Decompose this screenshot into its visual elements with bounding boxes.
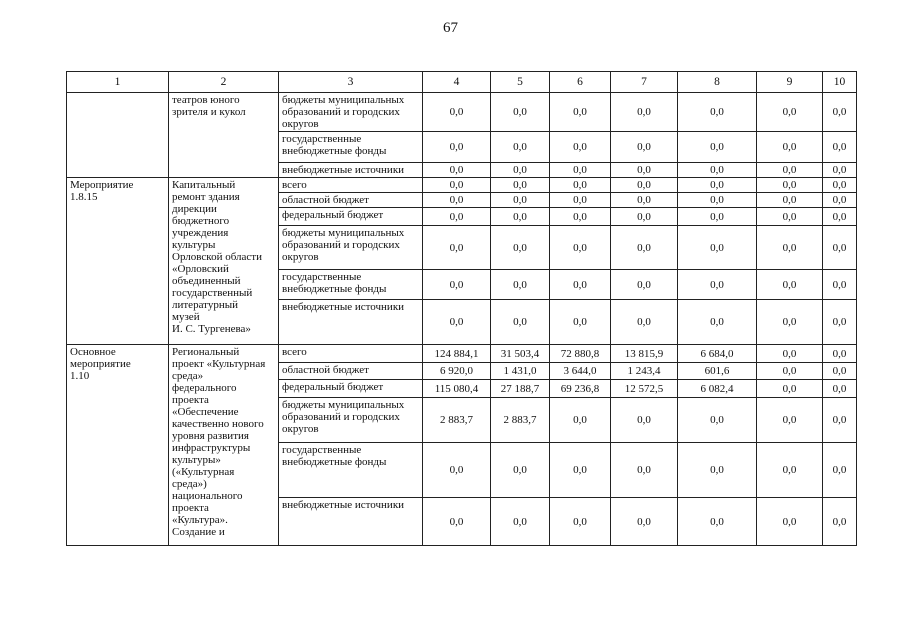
value-cell: 0,0: [423, 498, 491, 546]
value-cell: 0,0: [550, 398, 611, 443]
value-cell: 0,0: [550, 498, 611, 546]
table-row: [67, 345, 857, 363]
value-cell: 0,0: [823, 363, 857, 380]
funding-source-cell: областной бюджет: [279, 193, 423, 208]
value-cell: 0,0: [823, 163, 857, 178]
value-cell: 0,0: [491, 300, 550, 345]
value-cell: 0,0: [491, 93, 550, 132]
value-cell: 0,0: [491, 226, 550, 270]
value-cell: 0,0: [757, 443, 823, 498]
value-cell: 0,0: [757, 300, 823, 345]
measure-name-cell: Капитальный ремонт здания дирекции бюджетного учреждения культуры Орловской области «Орловский объединенный государственный литературный музей И. С. Тургенева»: [169, 178, 279, 345]
value-cell: 0,0: [823, 132, 857, 163]
value-cell: 0,0: [678, 163, 757, 178]
value-cell: 0,0: [678, 300, 757, 345]
value-cell: 6 920,0: [423, 363, 491, 380]
value-cell: 0,0: [611, 178, 678, 193]
value-cell: 0,0: [423, 178, 491, 193]
value-cell: 72 880,8: [550, 345, 611, 363]
funding-source-cell: бюджеты муниципальных образований и городских округов: [279, 398, 423, 443]
header-cell: 7: [611, 72, 678, 93]
value-cell: 0,0: [423, 300, 491, 345]
value-cell: 124 884,1: [423, 345, 491, 363]
value-cell: 0,0: [550, 193, 611, 208]
value-cell: 0,0: [611, 93, 678, 132]
value-cell: 0,0: [757, 226, 823, 270]
value-cell: 0,0: [491, 270, 550, 300]
value-cell: 0,0: [550, 93, 611, 132]
value-cell: 0,0: [757, 193, 823, 208]
value-cell: 0,0: [678, 498, 757, 546]
value-cell: 0,0: [491, 208, 550, 226]
value-cell: 0,0: [757, 398, 823, 443]
value-cell: 0,0: [757, 498, 823, 546]
value-cell: 0,0: [823, 178, 857, 193]
value-cell: 0,0: [491, 498, 550, 546]
measure-code-cell: Мероприятие 1.8.15: [67, 178, 169, 345]
funding-source-cell: государственные внебюджетные фонды: [279, 270, 423, 300]
value-cell: 0,0: [423, 208, 491, 226]
header-cell: 4: [423, 72, 491, 93]
funding-source-cell: государственные внебюджетные фонды: [279, 443, 423, 498]
value-cell: 12 572,5: [611, 380, 678, 398]
value-cell: 0,0: [423, 193, 491, 208]
budget-table: [66, 71, 857, 546]
value-cell: 0,0: [757, 93, 823, 132]
value-cell: 0,0: [491, 132, 550, 163]
header-row: [67, 72, 857, 93]
funding-source-cell: федеральный бюджет: [279, 208, 423, 226]
value-cell: 0,0: [678, 443, 757, 498]
value-cell: 13 815,9: [611, 345, 678, 363]
value-cell: 0,0: [823, 345, 857, 363]
value-cell: 27 188,7: [491, 380, 550, 398]
value-cell: 0,0: [823, 398, 857, 443]
value-cell: 0,0: [678, 226, 757, 270]
value-cell: 0,0: [550, 132, 611, 163]
value-cell: 0,0: [550, 208, 611, 226]
value-cell: 0,0: [491, 163, 550, 178]
header-cell: 5: [491, 72, 550, 93]
funding-source-cell: областной бюджет: [279, 363, 423, 380]
table-row: [67, 178, 857, 193]
value-cell: 0,0: [823, 193, 857, 208]
value-cell: 0,0: [423, 132, 491, 163]
funding-source-cell: всего: [279, 178, 423, 193]
value-cell: 0,0: [757, 270, 823, 300]
value-cell: 31 503,4: [491, 345, 550, 363]
value-cell: 0,0: [678, 208, 757, 226]
value-cell: 2 883,7: [491, 398, 550, 443]
header-cell: 6: [550, 72, 611, 93]
page-number: 67: [443, 20, 458, 36]
value-cell: 69 236,8: [550, 380, 611, 398]
value-cell: 0,0: [823, 270, 857, 300]
value-cell: 0,0: [611, 443, 678, 498]
value-cell: 0,0: [678, 132, 757, 163]
value-cell: 0,0: [550, 226, 611, 270]
header-cell: 9: [757, 72, 823, 93]
funding-source-cell: государственные внебюджетные фонды: [279, 132, 423, 163]
header-cell: 3: [279, 72, 423, 93]
funding-source-cell: всего: [279, 345, 423, 363]
value-cell: 3 644,0: [550, 363, 611, 380]
value-cell: 0,0: [423, 270, 491, 300]
measure-name-cell: театров юного зрителя и кукол: [169, 93, 279, 178]
measure-code-cell: [67, 93, 169, 178]
measure-name-cell: Региональный проект «Культурная среда» федерального проекта «Обеспечение качественно нового уровня развития инфраструктуры культуры» («Культурная среда») национального проекта «Культура». Создание и: [169, 345, 279, 546]
value-cell: 0,0: [611, 498, 678, 546]
value-cell: 1 243,4: [611, 363, 678, 380]
value-cell: 0,0: [550, 270, 611, 300]
value-cell: 0,0: [757, 345, 823, 363]
value-cell: 0,0: [550, 443, 611, 498]
value-cell: 0,0: [611, 193, 678, 208]
value-cell: 0,0: [823, 208, 857, 226]
value-cell: 0,0: [757, 132, 823, 163]
funding-source-cell: бюджеты муниципальных образований и городских округов: [279, 226, 423, 270]
value-cell: 0,0: [823, 226, 857, 270]
value-cell: 0,0: [823, 498, 857, 546]
table-row: [67, 93, 857, 132]
value-cell: 0,0: [757, 380, 823, 398]
value-cell: 0,0: [550, 300, 611, 345]
value-cell: 0,0: [423, 163, 491, 178]
value-cell: 0,0: [611, 270, 678, 300]
funding-source-cell: бюджеты муниципальных образований и городских округов: [279, 93, 423, 132]
value-cell: 0,0: [678, 270, 757, 300]
value-cell: 6 082,4: [678, 380, 757, 398]
value-cell: 601,6: [678, 363, 757, 380]
value-cell: 0,0: [757, 178, 823, 193]
header-cell: 8: [678, 72, 757, 93]
value-cell: 0,0: [611, 300, 678, 345]
value-cell: 0,0: [678, 178, 757, 193]
value-cell: 0,0: [611, 226, 678, 270]
value-cell: 0,0: [423, 93, 491, 132]
value-cell: 0,0: [757, 163, 823, 178]
value-cell: 0,0: [491, 443, 550, 498]
value-cell: 0,0: [491, 178, 550, 193]
value-cell: 0,0: [423, 226, 491, 270]
value-cell: 0,0: [678, 93, 757, 132]
value-cell: 115 080,4: [423, 380, 491, 398]
value-cell: 0,0: [757, 363, 823, 380]
value-cell: 0,0: [678, 193, 757, 208]
value-cell: 0,0: [757, 208, 823, 226]
value-cell: 0,0: [611, 208, 678, 226]
value-cell: 0,0: [678, 398, 757, 443]
header-cell: 2: [169, 72, 279, 93]
value-cell: 0,0: [423, 443, 491, 498]
value-cell: 0,0: [491, 193, 550, 208]
value-cell: 0,0: [823, 300, 857, 345]
funding-source-cell: внебюджетные источники: [279, 163, 423, 178]
funding-source-cell: внебюджетные источники: [279, 498, 423, 546]
table-body: [67, 93, 857, 546]
funding-source-cell: внебюджетные источники: [279, 300, 423, 345]
value-cell: 0,0: [611, 163, 678, 178]
value-cell: 0,0: [823, 380, 857, 398]
value-cell: 0,0: [823, 93, 857, 132]
funding-source-cell: федеральный бюджет: [279, 380, 423, 398]
value-cell: 2 883,7: [423, 398, 491, 443]
header-cell: 1: [67, 72, 169, 93]
header-cell: 10: [823, 72, 857, 93]
value-cell: 6 684,0: [678, 345, 757, 363]
value-cell: 0,0: [611, 132, 678, 163]
value-cell: 0,0: [550, 163, 611, 178]
value-cell: 0,0: [611, 398, 678, 443]
value-cell: 0,0: [823, 443, 857, 498]
measure-code-cell: Основное мероприятие 1.10: [67, 345, 169, 546]
value-cell: 0,0: [550, 178, 611, 193]
value-cell: 1 431,0: [491, 363, 550, 380]
